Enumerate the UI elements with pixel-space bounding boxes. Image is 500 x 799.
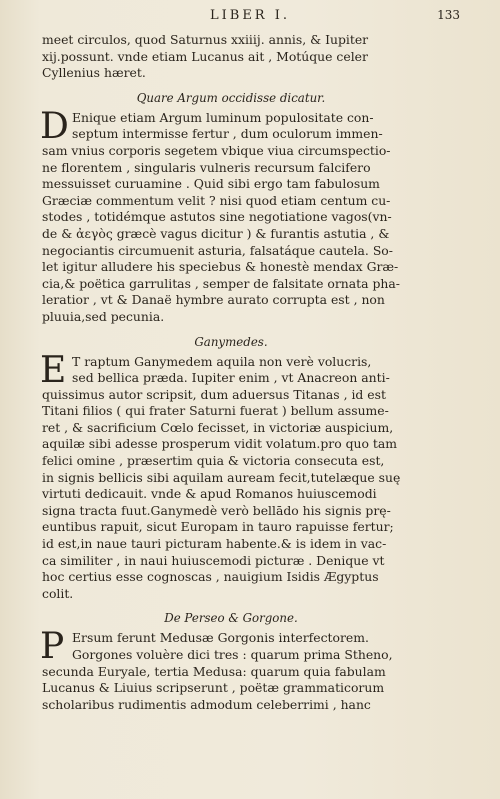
text-line: felici omine , præsertim quia & victoria consecuta est, — [42, 453, 385, 469]
text-line: virtuti dedicauit. vnde & apud Romanos huiuscemodi — [42, 486, 377, 502]
text-line: messuisset curuamine . Quid sibi ergo tam fabulosum — [42, 176, 380, 192]
running-head — [0, 8, 500, 28]
text-line: meet circulos, quod Saturnus xxiiij. annis, & Iupiter — [42, 32, 369, 47]
text-line: ca similiter , in naui huiuscemodi picturæ . Denique vt — [42, 552, 385, 568]
text-line: id est,in naue tauri picturam habente.& is idem in vac- — [42, 536, 387, 552]
text-line: ne florentem , singularis vulneris recursum falcifero — [42, 159, 371, 175]
text-line: leratior , vt & Danaë hymbre aurato corrupta est , non — [42, 292, 385, 308]
paragraph — [40, 626, 420, 713]
text-line: cia,& poëtica garrulitas , semper de falsitate ornata pha- — [42, 275, 400, 291]
text-line: sam vnius corporis segetem vbique viua circumspectio- — [42, 142, 391, 158]
text-line: xij.possunt. vnde etiam Lucanus ait , Motúque celer — [42, 48, 368, 64]
text-line: Cyllenius hæret. — [42, 65, 146, 81]
text-line: Ersum ferunt Medusæ Gorgonis interfectorem. — [72, 630, 369, 646]
text-line: hoc certius esse cognoscas , nauigium Isidis Ægyptus — [42, 569, 379, 585]
section-heading: Quare Argum occidisse dicatur. — [136, 90, 326, 105]
text-line: de & ἀεγὸς græcè vagus dicitur ) & furantis astutia , & — [42, 225, 390, 241]
section-heading: De Perseo & Gorgone. — [164, 611, 298, 626]
text-line: sed bellica præda. Iupiter enim , vt Anacreon anti- — [72, 370, 390, 386]
text-line: signa tracta fuut.Ganymedè verò bellādo his signis prę- — [42, 502, 391, 518]
text-line: septum intermisse fertur , dum oculorum immen- — [72, 126, 383, 142]
text-line: negociantis circumuenit asturia, falsatáque cautela. So- — [42, 242, 393, 258]
paragraph — [40, 105, 420, 326]
text-line: Enique etiam Argum luminum populositate con- — [72, 109, 374, 125]
text-line: T raptum Ganymedem aquila non verè volucris, — [72, 353, 372, 369]
text-line: Gorgones voluère dici tres : quarum prima Stheno, — [72, 647, 393, 662]
page-number: 133 — [437, 8, 460, 22]
text-line: stodes , totidémque astutos sine negotiatione vagos(vn- — [42, 209, 392, 225]
body-text — [42, 32, 420, 713]
paragraph — [40, 349, 420, 603]
text-line: Græciæ commentum velit ? nisi quod etiam centum cu- — [42, 192, 391, 208]
text-line: let igitur alludere his speciebus & honestè mendax Græ- — [42, 259, 399, 275]
section-heading: Ganymedes. — [194, 334, 268, 349]
running-head-title: LIBER I. — [210, 8, 290, 23]
text-line: Lucanus & Liuius scripserunt , poëtæ grammaticorum — [42, 680, 385, 696]
text-line: secunda Euryale, tertia Medusa: quarum quia fabulam — [42, 663, 386, 679]
text-line: aquilæ sibi adesse prosperum vidit volatum.pro quo tam — [42, 436, 398, 452]
text-line: ret , & sacrificium Cœlo fecisset, in victoriæ auspicium, — [42, 419, 394, 435]
text-line: pluuia,sed pecunia. — [42, 308, 165, 324]
text-line: colit. — [42, 585, 74, 601]
drop-cap: E — [40, 349, 67, 391]
drop-cap: P — [40, 626, 65, 668]
drop-cap: D — [40, 105, 69, 147]
text-line: Titani filios ( qui frater Saturni fuerat ) bellum assume- — [42, 403, 389, 419]
text-line: scholaribus rudimentis admodum celeberrimi , hanc — [42, 696, 371, 712]
text-line: quissimus autor scripsit, dum aduersus Titanas , id est — [42, 386, 386, 402]
text-line: euntibus rapuit, sicut Europam in tauro rapuisse fertur; — [42, 519, 394, 535]
text-line: in signis bellicis sibi aquilam auream fecit,tutelæque suę — [42, 469, 401, 485]
